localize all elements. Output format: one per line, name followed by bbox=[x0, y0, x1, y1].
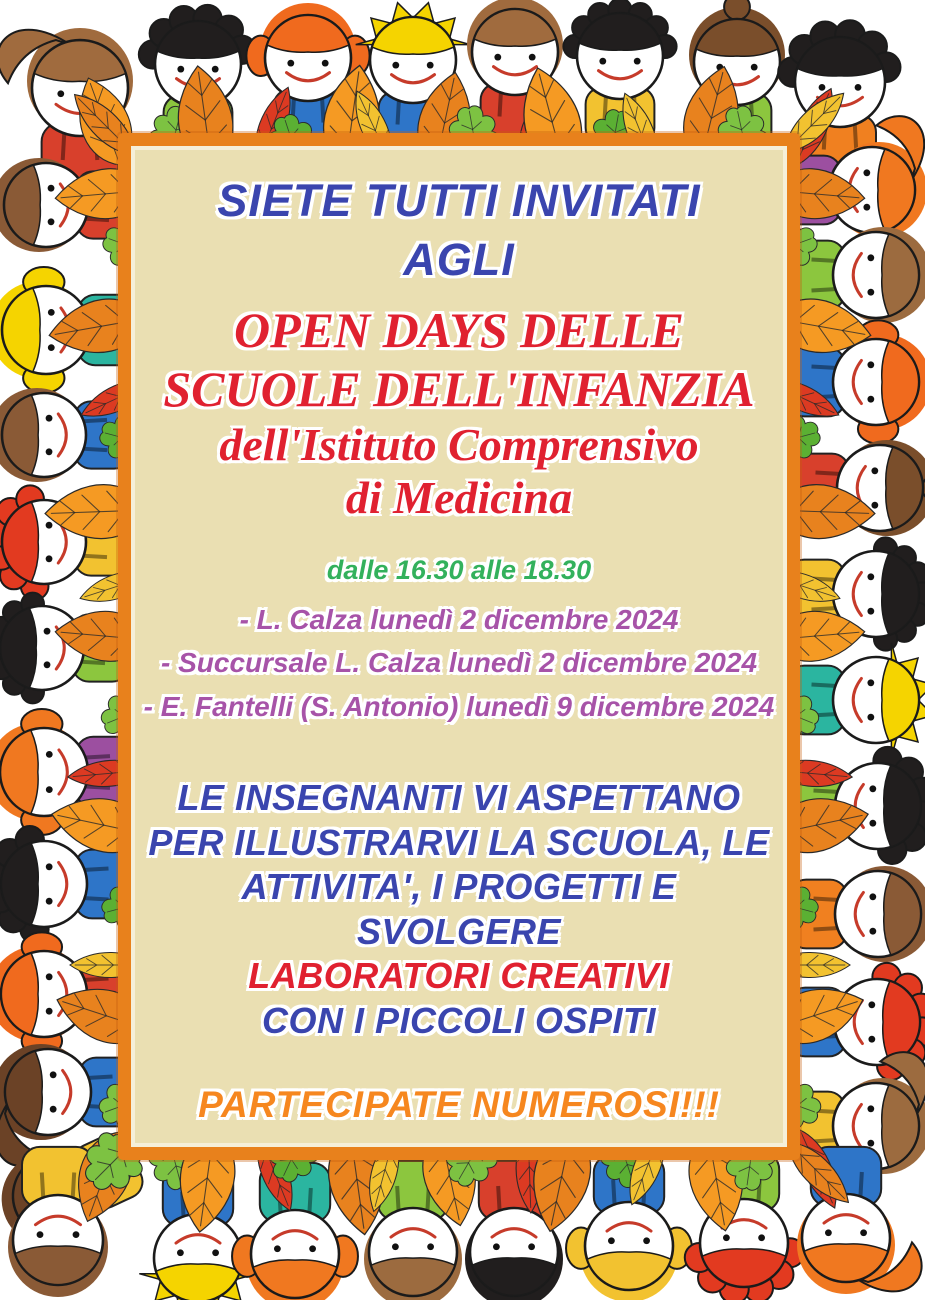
headline-line2: SCUOLE DELL'INFANZIA bbox=[163, 360, 755, 417]
headline-line1: OPEN DAYS DELLE bbox=[233, 302, 685, 358]
institute-name bbox=[131, 418, 787, 525]
time-range: dalle 16.30 alle 18.30 bbox=[326, 554, 592, 585]
schedule-item: - E. Fantelli (S. Antonio) lunedì 9 dicembre 2024 bbox=[143, 690, 775, 722]
message-line5: LABORATORI CREATIVI bbox=[248, 955, 670, 997]
institute-line1: dell'Istituto Comprensivo bbox=[219, 419, 699, 470]
invite-title bbox=[131, 172, 787, 289]
invite-title-line1: SIETE TUTTI INVITATI bbox=[217, 175, 701, 226]
invite-title-line2: AGLI bbox=[403, 233, 515, 285]
schedule-list bbox=[131, 598, 787, 728]
teachers-message bbox=[131, 776, 787, 1044]
cta-text: PARTECIPATE NUMEROSI!!! bbox=[198, 1083, 720, 1125]
message-line4: SVOLGERE bbox=[356, 910, 562, 952]
schedule-item: - L. Calza lunedì 2 dicembre 2024 bbox=[239, 603, 679, 635]
institute-line2: di Medicina bbox=[345, 472, 573, 524]
open-days-headline bbox=[131, 301, 787, 418]
schedule-item: - Succursale L. Calza lunedì 2 dicembre 2024 bbox=[160, 647, 758, 679]
invitation-panel bbox=[118, 133, 800, 1160]
message-line1: LE INSEGNANTI VI ASPETTANO bbox=[177, 776, 741, 818]
message-line3: ATTIVITA', I PROGETTI E bbox=[241, 866, 677, 908]
message-line6: CON I PICCOLI OSPITI bbox=[261, 1000, 657, 1042]
message-line2: PER ILLUSTRARVI LA SCUOLA, LE bbox=[148, 821, 770, 863]
